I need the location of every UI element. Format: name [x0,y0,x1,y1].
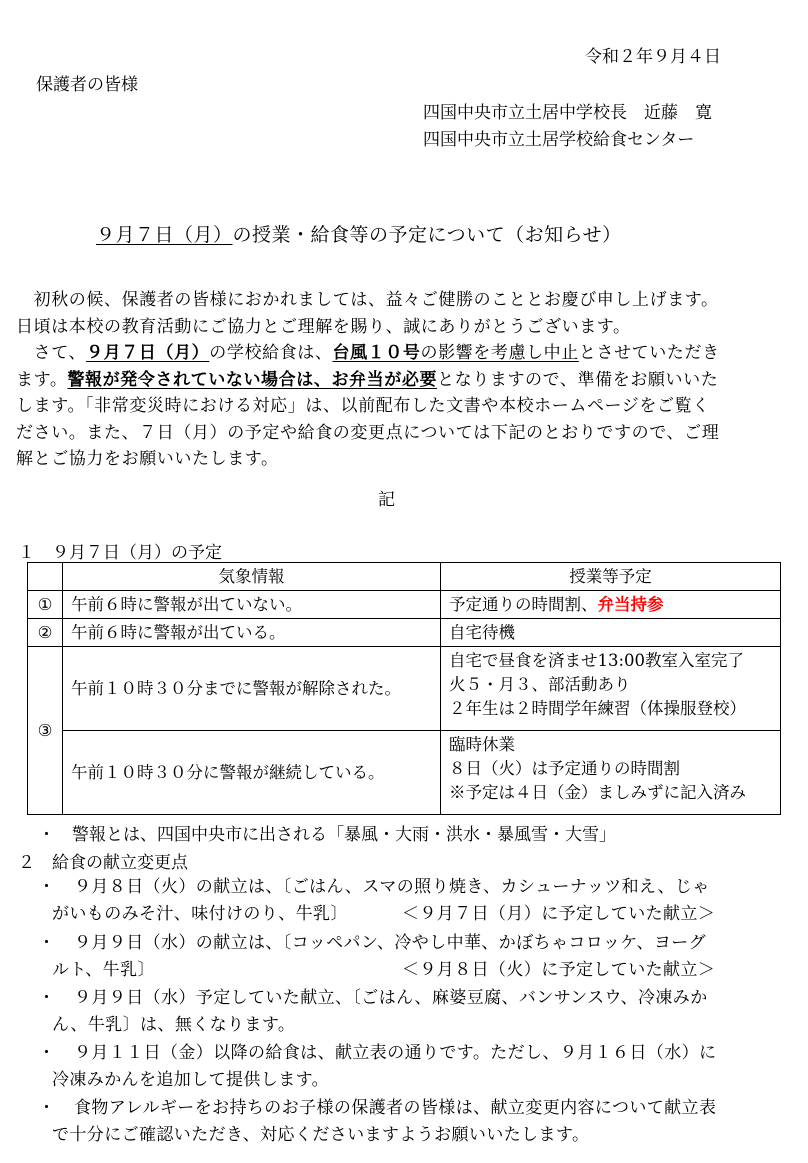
sender-principal: 四国中央市立土居中学校長 近藤 寛 [423,103,712,123]
table-row [28,619,781,647]
warning-note: ・ 警報とは、四国中央市に出される「暴風・大雨・洪水・暴風雪・大雪」 [38,825,616,845]
list-item: ・ ９月９日（水）予定していた献立、〔ごはん、麻婆豆腐、バンサンスウ、冷凍みか ん、牛乳〕は、無くなります。 [38,988,708,1035]
plan-cell: 自宅で昼食を済ませ13:00教室入室完了 火５・月３、部活動あり ２年生は２時間学年練習（体操服登校） [441,647,781,731]
schedule-table [27,562,781,815]
section1-heading: １ ９月７日（月）の予定 [18,543,222,563]
bento-warning: 弁当持参 [597,594,664,614]
weather-cell: 午前６時に警報が出ている。 [63,619,441,647]
section2-heading: ２ 給食の献立変更点 [18,853,188,873]
list-item: ・ ９月８日（火）の献立は、〔ごはん、スマの照り焼き、カシューナッツ和え、じゃ がいものみそ汁、味付けのり、牛乳〕 ＜９月７日（月）に予定していた献立＞ [38,877,716,924]
table-row [28,591,781,619]
intro-line: 初秋の候、保護者の皆様におかれましては、益々ご健勝のこととお慶び申し上げます。 [16,290,719,310]
intro-line: さて、９月７日（月）の学校給食は、台風１０号の影響を考慮し中止とさせていただき [16,343,720,363]
intro-line: ださい。また、７日（月）の予定や給食の変更点については下記のとおりですので、ご理 [16,422,720,443]
document-date: 令和２年９月４日 [585,47,721,67]
row-number: ③ [28,647,63,815]
row-number: ② [28,619,63,647]
col-plan-header: 授業等予定 [441,563,781,591]
sender-lunch-center: 四国中央市立土居学校給食センター [423,130,695,150]
ki-mark: 記 [378,490,395,510]
list-item: ・ ９月１１日（金）以降の給食は、献立表の通りです。ただし、９月１６日（水）に 冷凍みかんを追加して提供します。 [38,1043,717,1090]
weather-cell: 午前１０時３０分までに警報が解除された。 [63,647,441,731]
page-title [96,220,622,247]
intro-paragraph [16,287,776,473]
intro-line: します。「非常変災時における対応」は、以前配布した文書や本校ホームページをご覧く [16,396,710,416]
addressee: 保護者の皆様 [36,75,138,95]
highlight-typhoon: 台風１０号 [332,343,421,363]
weather-cell: 午前６時に警報が出ていない。 [63,591,441,619]
intro-line: ます。警報が発令されていない場合は、お弁当が必要となりますので、準備をお願いいた [16,369,719,390]
title-rest: の授業・給食等の予定について（お知らせ） [232,224,622,246]
table-header-row [28,563,781,591]
list-item: ・ 食物アレルギーをお持ちのお子様の保護者の皆様は、献立変更内容について献立表 で十分にご確認いただき、対応くださいますようお願いいたします。 [38,1098,717,1145]
highlight-date: ９月７日（月） [86,343,210,363]
table-row [28,731,781,815]
highlight-cancel: の影響を考慮し中止 [420,343,579,363]
intro-line: 日頃は本校の教育活動にご協力とご理解を賜り、誠にありがとうございます。 [16,316,631,337]
row-number: ① [28,591,63,619]
col-weather-header: 気象情報 [63,563,441,591]
plan-cell: 自宅待機 [441,619,781,647]
list-item: ・ ９月９日（水）の献立は、〔コッペパン、冷やし中華、かぼちゃコロッケ、ヨーグ ルト、牛乳〕 ＜９月８日（火）に予定していた献立＞ [38,933,716,980]
intro-line: 解とご協力をお願いいたします。 [16,449,279,469]
plan-cell: 臨時休業 ８日（火）は予定通りの時間割 ※予定は４日（金）ましみずに記入済み [441,731,781,815]
highlight-bento: 警報が発令されていない場合は、お弁当が必要 [67,369,438,390]
weather-cell: 午前１０時３０分に警報が継続している。 [63,731,441,815]
table-row [28,647,781,731]
plan-cell: 予定通りの時間割、弁当持参 [441,591,781,619]
title-date: ９月７日（月） [96,224,233,246]
